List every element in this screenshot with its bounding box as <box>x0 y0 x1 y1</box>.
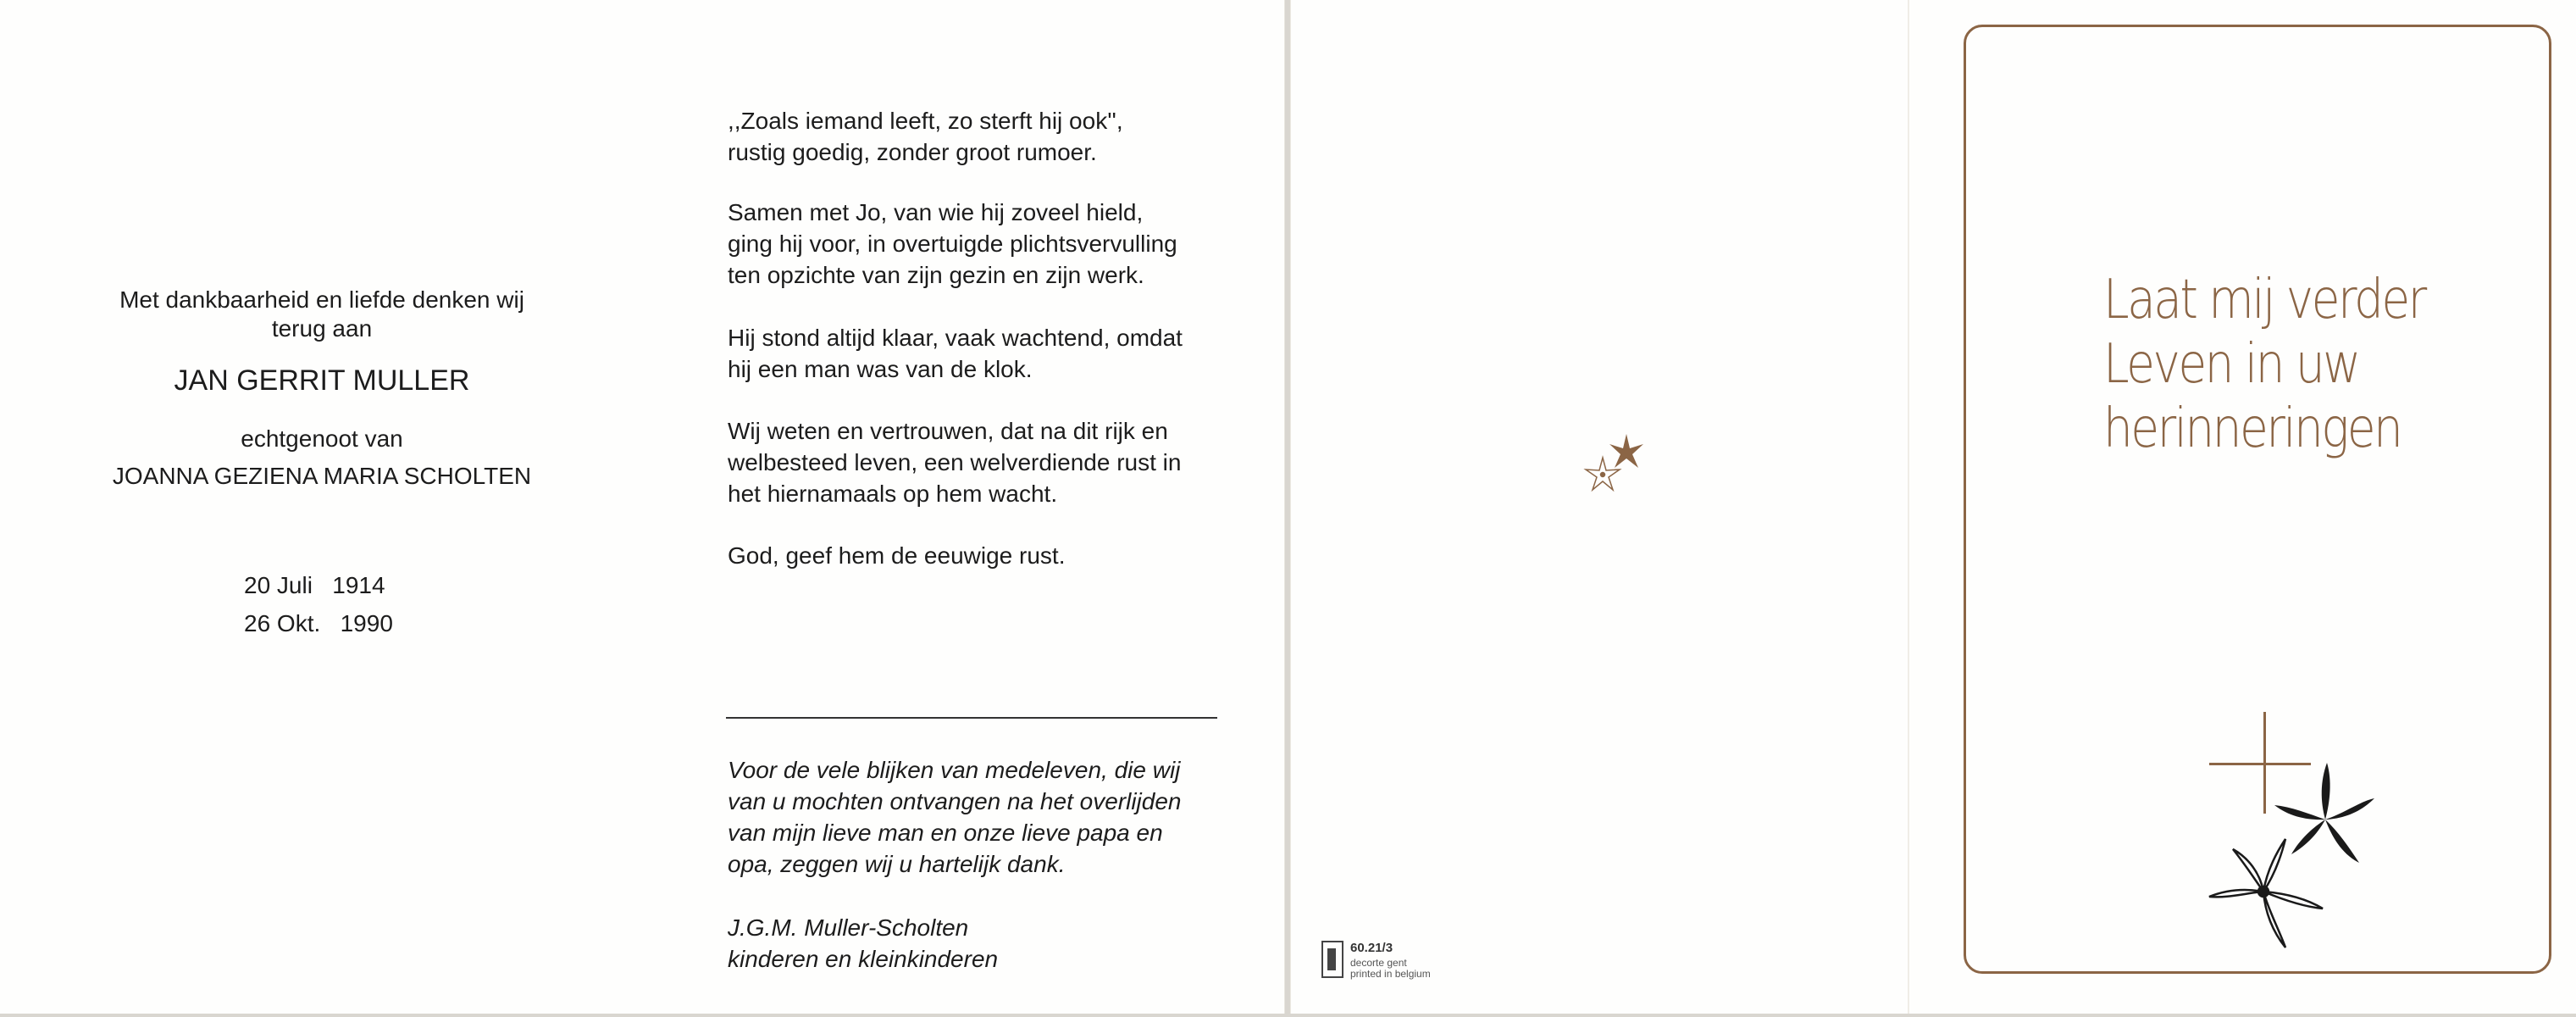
memorial-card-inside <box>0 0 1285 1014</box>
poem-stanza-1: ,,Zoals iemand leeft, zo sterft hij ook'', rustig goedig, zonder groot rumoer. <box>728 108 1123 165</box>
cover-line-2: Leven in uw <box>2103 333 2359 396</box>
divider-line <box>726 717 1217 719</box>
poem-stanza-2: Samen met Jo, van wie hij zoveel hield, ging hij voor, in overtuigde plichtsvervulling ten opzichte van zijn gezin en zijn werk. <box>728 199 1177 288</box>
birth-date: 20 Juli 1914 <box>244 572 385 598</box>
printer-country: printed in belgium <box>1350 968 1431 980</box>
poem-stanza-3: Hij stond altijd klaar, vaak wachtend, omdat hij een man was van de klok. <box>728 325 1183 382</box>
white-flower-icon <box>2209 839 2323 948</box>
thanks-paragraph: Voor de vele blijken van medeleven, die wij van u mochten ontvangen na het overlijden van mijn lieve man en onze lieve papa en opa, zeggen wij u hartelijk dank. <box>728 757 1182 877</box>
printer-name: decorte gent <box>1350 957 1407 969</box>
cover-line-1: Laat mij verder <box>2103 269 2425 331</box>
intro-line-1: Met dankbaarheid en liefde denken wij <box>119 286 524 313</box>
poem-stanza-5: God, geef hem de eeuwige rust. <box>728 542 1066 569</box>
printer-code: 60.21/3 <box>1350 941 1393 955</box>
printer-logo-icon <box>1321 941 1343 978</box>
poem-stanza-4: Wij weten en vertrouwen, dat na dit rijk en welbesteed leven, een welverdiende rust in het hiernamaals op hem wacht. <box>728 418 1182 507</box>
fold-line <box>1908 0 1909 1014</box>
cover-emblem <box>2202 712 2397 966</box>
cross-icon <box>2209 712 2311 814</box>
death-date: 26 Okt. 1990 <box>244 610 393 636</box>
small-flowers-icon <box>1577 432 1654 500</box>
intro-line-2: terug aan <box>271 315 373 342</box>
spouse-label: echtgenoot van <box>241 425 403 452</box>
spouse-name: JOANNA GEZIENA MARIA SCHOLTEN <box>112 463 532 489</box>
deceased-name: JAN GERRIT MULLER <box>174 364 470 397</box>
cover-line-3: herinneringen <box>2103 397 2401 460</box>
black-flower-icon <box>2274 763 2374 863</box>
signature: J.G.M. Muller-Scholten kinderen en kleinkinderen <box>728 914 999 972</box>
